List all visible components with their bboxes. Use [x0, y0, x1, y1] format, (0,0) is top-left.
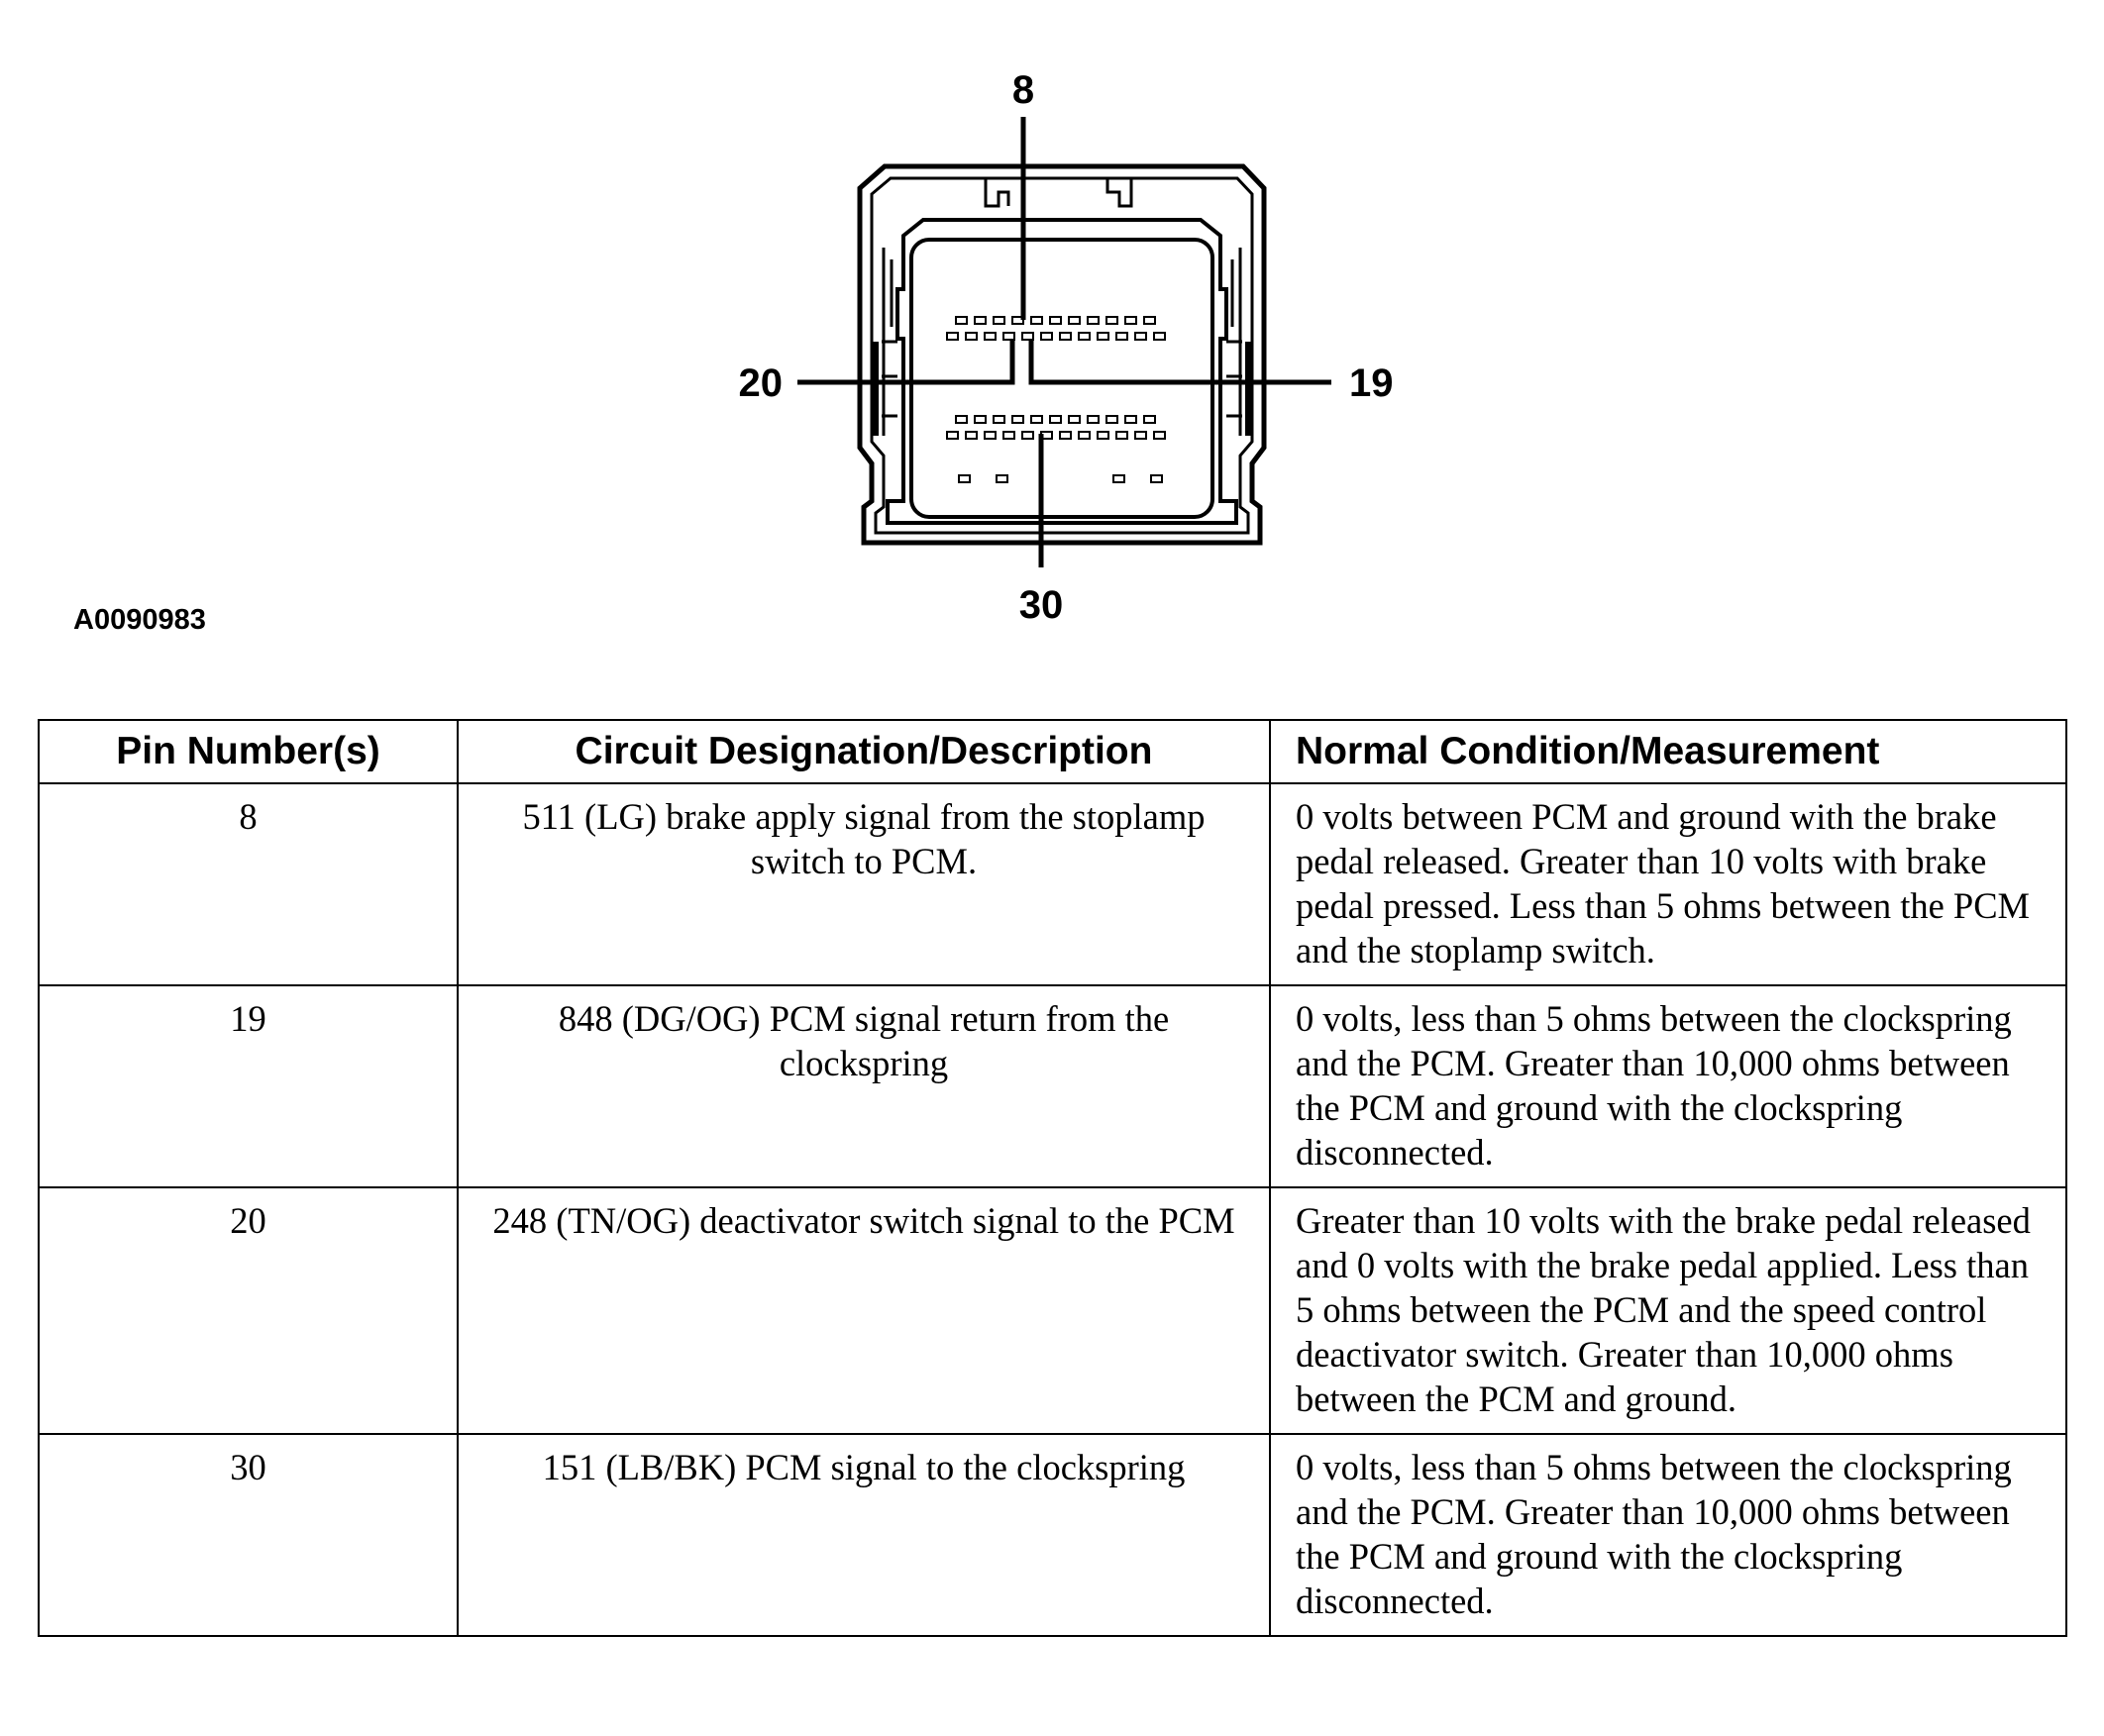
connector-latch-right [1107, 178, 1131, 206]
pin-cavity [1050, 416, 1061, 423]
pin-cavity [1113, 475, 1124, 482]
pin-cavity [1151, 475, 1162, 482]
connector-rail-right [1226, 248, 1242, 436]
circuit-description: 248 (TN/OG) deactivator switch signal to the PCM [458, 1187, 1270, 1434]
pin-cavity [1106, 317, 1117, 324]
circuit-description: 848 (DG/OG) PCM signal return from the clockspring [458, 985, 1270, 1187]
connector-inner-shell [872, 178, 1252, 533]
pin-cavity [1069, 317, 1080, 324]
table-row [39, 783, 2066, 985]
pin-cavity [1031, 416, 1042, 423]
pin-cavity [1098, 333, 1108, 340]
pin-cavity [1022, 432, 1033, 439]
pin-cavity [956, 416, 967, 423]
pin-cavity [985, 333, 996, 340]
pin-cavity [1079, 432, 1090, 439]
circuit-description: 151 (LB/BK) PCM signal to the clockspring [458, 1434, 1270, 1636]
pin-cavity [1003, 432, 1014, 439]
callout-label-8: 8 [1011, 68, 1035, 112]
pin-cavity [1116, 432, 1127, 439]
pin-cavity [1079, 333, 1090, 340]
normal-condition: 0 volts, less than 5 ohms between the clockspring and the PCM. Greater than 10,000 ohms between the PCM and ground with the clockspring disconnected. [1270, 985, 2066, 1187]
connector-rail-left [882, 248, 897, 436]
pin-cavity [959, 475, 970, 482]
connector-latch-left [986, 178, 1008, 206]
pin-row-2 [947, 333, 1165, 340]
pin-cavity [985, 432, 996, 439]
header-pin-numbers: Pin Number(s) [39, 720, 458, 783]
figure-id: A0090983 [73, 604, 206, 636]
normal-condition: 0 volts between PCM and ground with the brake pedal released. Greater than 10 volts with brake pedal pressed. Less than 5 ohms between the PCM and the stoplamp switch. [1270, 783, 2066, 985]
table-row [39, 985, 2066, 1187]
pin-cavity [1060, 432, 1071, 439]
pin-cavity [1125, 416, 1136, 423]
pin-cavity [956, 317, 967, 324]
pin-cavity [1060, 333, 1071, 340]
pin-cavity [966, 432, 977, 439]
pin-table [38, 719, 2067, 1637]
header-condition: Normal Condition/Measurement [1270, 720, 2066, 783]
pin-cavity [1088, 416, 1099, 423]
pin-cavity [1154, 333, 1165, 340]
callout-label-20: 20 [738, 361, 783, 405]
pin-cavity [994, 317, 1004, 324]
pin-cavity [1041, 333, 1052, 340]
pin-row-4 [947, 432, 1165, 439]
pin-cavity [1144, 317, 1155, 324]
pin-cavity [1135, 333, 1146, 340]
connector-frame [888, 220, 1236, 523]
normal-condition: 0 volts, less than 5 ohms between the clockspring and the PCM. Greater than 10,000 ohms between the PCM and ground with the clockspring disconnected. [1270, 1434, 2066, 1636]
pin-row-5 [959, 475, 1162, 482]
pin-cavity [997, 475, 1007, 482]
pin-number: 19 [39, 985, 458, 1187]
connector-housing [860, 166, 1264, 543]
table-row [39, 1187, 2066, 1434]
header-circuit: Circuit Designation/Description [458, 720, 1270, 783]
pin-number: 30 [39, 1434, 458, 1636]
pin-cavity [1031, 317, 1042, 324]
pin-row-3 [956, 416, 1155, 423]
connector-pins [947, 317, 1165, 482]
pin-cavity [947, 333, 958, 340]
pin-cavity [1106, 416, 1117, 423]
pin-cavity [994, 416, 1004, 423]
pin-number: 20 [39, 1187, 458, 1434]
pin-cavity [1116, 333, 1127, 340]
table-row [39, 1434, 2066, 1636]
table-header-row [39, 720, 2066, 783]
connector-diagram [0, 0, 2104, 693]
pin-cavity [1088, 317, 1099, 324]
pin-cavity [1144, 416, 1155, 423]
pin-cavity [947, 432, 958, 439]
pin-cavity [975, 317, 986, 324]
pin-cavity [1135, 432, 1146, 439]
leader-pin-19 [1031, 339, 1331, 382]
pin-cavity [1098, 432, 1108, 439]
callout-label-30: 30 [1018, 583, 1064, 627]
normal-condition: Greater than 10 volts with the brake pedal released and 0 volts with the brake pedal applied. Less than 5 ohms between the PCM and the speed control deactivator switch. Greater than 10,000 ohms between the PCM and ground. [1270, 1187, 2066, 1434]
pin-cavity [1125, 317, 1136, 324]
connector-pin-cavity [911, 240, 1212, 517]
pin-cavity [975, 416, 986, 423]
callout-label-19: 19 [1349, 361, 1394, 405]
pin-cavity [1022, 333, 1033, 340]
pin-cavity [1050, 317, 1061, 324]
pin-number: 8 [39, 783, 458, 985]
pin-cavity [1069, 416, 1080, 423]
pin-cavity [1012, 416, 1023, 423]
pin-cavity [1003, 333, 1014, 340]
pin-cavity [1154, 432, 1165, 439]
circuit-description: 511 (LG) brake apply signal from the stoplamp switch to PCM. [458, 783, 1270, 985]
pin-row-1 [956, 317, 1155, 324]
pin-cavity [966, 333, 977, 340]
